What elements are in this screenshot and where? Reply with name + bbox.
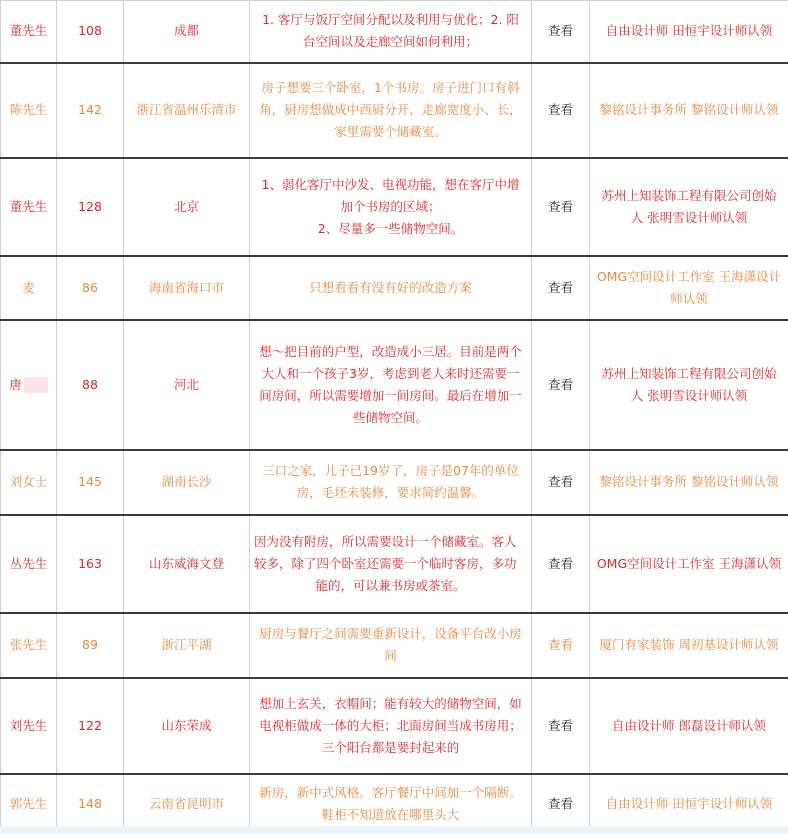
- designer: [590, 320, 788, 450]
- requirements: [250, 158, 532, 256]
- table-row: [1, 678, 788, 774]
- requirement-line: 间: [384, 648, 397, 663]
- table-row: [1, 774, 788, 834]
- requirement-line: 能的，可以兼书房或茶室。: [315, 577, 466, 593]
- city: 山东威海文登: [124, 515, 250, 613]
- client-name: 张先生: [1, 613, 57, 678]
- designer-line: 厦门有家装饰 周初基设计师认领: [599, 637, 779, 652]
- requirement-line: 较多，除了四个卧室还需要一个临时客房，多功: [254, 555, 517, 571]
- client-name-text: 唐: [9, 376, 22, 392]
- area-value: 128: [57, 158, 124, 256]
- designer-line: 人 张明雪设计师认领: [630, 209, 748, 225]
- designer-line: OMG空间设计工作室 王海潇认领: [596, 555, 782, 571]
- designer-line: 师认领: [670, 290, 708, 306]
- designer-line: 自由设计师 郎磊设计师认领: [612, 717, 766, 733]
- city: 北京: [124, 158, 250, 256]
- area-value: 122: [57, 678, 124, 774]
- requirement-line: 电视柜做成一体的大柜；北面房间当成书房用；: [259, 717, 522, 733]
- requirement-line: 因为没有附房，所以需要设计一个储藏室。客人: [254, 533, 517, 549]
- designer-line: 苏州上知装饰工程有限公司创始: [601, 365, 777, 381]
- table-row: [1, 613, 788, 678]
- requirements: [250, 320, 532, 450]
- city: 山东荣成: [124, 678, 250, 774]
- view-link[interactable]: 查看: [532, 256, 590, 320]
- area-value: 163: [57, 515, 124, 613]
- table-row: [1, 1, 788, 63]
- requirements: [250, 450, 532, 515]
- client-name: 刘女士: [1, 450, 57, 515]
- client-name: 郭先生: [1, 774, 57, 834]
- view-link[interactable]: 查看: [532, 63, 590, 158]
- requirement-line: 1、弱化客厅中沙发、电视功能，想在客厅中增: [261, 176, 520, 192]
- designer: [590, 256, 788, 320]
- requirement-line: 2、尽量多一些储物空间。: [317, 220, 464, 236]
- view-link[interactable]: 查看: [532, 678, 590, 774]
- requirements: [250, 63, 532, 158]
- designer-line: 人 张明雪设计师认领: [630, 387, 748, 403]
- city: 浙江平湖: [124, 613, 250, 678]
- redacted-mark: [24, 377, 48, 393]
- requirements: [250, 678, 532, 774]
- requirements: [250, 515, 532, 613]
- table-row: [1, 158, 788, 256]
- requirement-line: 新房，新中式风格。客厅餐厅中间加一个隔断。: [259, 784, 522, 800]
- table-row: [1, 450, 788, 515]
- area-value: 86: [57, 256, 124, 320]
- view-link[interactable]: 查看: [532, 450, 590, 515]
- requirement-line: 些储物空间。: [352, 409, 428, 425]
- requirements: [250, 1, 532, 63]
- view-link[interactable]: 查看: [532, 158, 590, 256]
- client-name: 董先生: [1, 1, 57, 63]
- requirement-line: 只想看看有没有好的改造方案: [309, 279, 472, 295]
- view-link[interactable]: 查看: [532, 613, 590, 678]
- requirement-line: 台空间以及走廊空间如何利用；: [302, 34, 478, 50]
- area-value: 145: [57, 450, 124, 515]
- requirement-line: 家里需要个储藏室。: [334, 124, 447, 139]
- designer: [590, 450, 788, 515]
- view-link[interactable]: 查看: [532, 1, 590, 63]
- client-name: 麦: [1, 256, 57, 320]
- table-row: [1, 63, 788, 158]
- requirement-line: 房子想要三个卧室，1个书房。房子进门口有斜: [261, 80, 520, 95]
- designer: [590, 63, 788, 158]
- designer-line: 苏州上知装饰工程有限公司创始: [601, 187, 777, 203]
- designer-line: 黎铭设计事务所 黎铭设计师认领: [599, 102, 779, 117]
- client-name: 刘先生: [1, 678, 57, 774]
- city: 海南省海口市: [124, 256, 250, 320]
- designer: [590, 515, 788, 613]
- area-value: 142: [57, 63, 124, 158]
- requirement-line: 想加上玄关，衣帽间；能有较大的储物空间，如: [259, 695, 522, 711]
- city: 云南省昆明市: [124, 774, 250, 834]
- table-row: [1, 515, 788, 613]
- requirement-line: 三口之家，儿子已19岁了，房子是07年的单位: [262, 463, 519, 478]
- client-name: [1, 320, 57, 450]
- city: 浙江省温州乐清市: [124, 63, 250, 158]
- requirement-line: 1. 客厅与饭厅空间分配以及利用与优化；2. 阳: [262, 12, 519, 28]
- requirement-line: 三个阳台都是要封起来的: [321, 739, 460, 755]
- city: 河北: [124, 320, 250, 450]
- designer-line: 自由设计师 田恒宇设计师认领: [605, 23, 773, 39]
- requirements: [250, 774, 532, 834]
- city: 成都: [124, 1, 250, 63]
- requirement-line: 想～把目前的户型，改造成小三居。目前是两个: [259, 343, 522, 359]
- requirement-line: 间房间，所以需要增加一间房间。最后在增加一: [259, 387, 522, 403]
- requirements: [250, 613, 532, 678]
- view-link[interactable]: 查看: [532, 320, 590, 450]
- area-value: 88: [57, 320, 124, 450]
- designer: [590, 158, 788, 256]
- requirement-line: 房，毛坯未装修，要求简约温馨。: [296, 485, 485, 500]
- table-row: [1, 320, 788, 450]
- designer-line: 黎铭设计事务所 黎铭设计师认领: [599, 474, 779, 489]
- area-value: 89: [57, 613, 124, 678]
- requirement-line: 角，厨房想做成中西厨分开，走廊宽度小、长，: [259, 102, 522, 117]
- view-link[interactable]: 查看: [532, 774, 590, 834]
- designer-line: 自由设计师 田恒宇设计师认领: [605, 795, 773, 811]
- client-name: 陈先生: [1, 63, 57, 158]
- client-name: 董先生: [1, 158, 57, 256]
- city: 湖南长沙: [124, 450, 250, 515]
- designer: [590, 613, 788, 678]
- designer: [590, 1, 788, 63]
- designer: [590, 774, 788, 834]
- view-link[interactable]: 查看: [532, 515, 590, 613]
- bottom-scroll-band: [0, 826, 788, 834]
- requirement-line: 大人和一个孩子3岁，考虑到老人来时还需要一: [261, 365, 520, 381]
- designer-line: OMG空间设计工作室 王海潇设计: [596, 268, 782, 284]
- area-value: 148: [57, 774, 124, 834]
- area-value: 108: [57, 1, 124, 63]
- requirement-line: 鞋柜不知道放在哪里头大: [321, 806, 460, 822]
- client-name: 丛先生: [1, 515, 57, 613]
- designer: [590, 678, 788, 774]
- requirement-line: 厨房与餐厅之间需要重新设计，设备平台改小房: [259, 626, 522, 641]
- requirement-line: 加个书房的区域；: [340, 198, 441, 214]
- requirements: [250, 256, 532, 320]
- table-row: [1, 256, 788, 320]
